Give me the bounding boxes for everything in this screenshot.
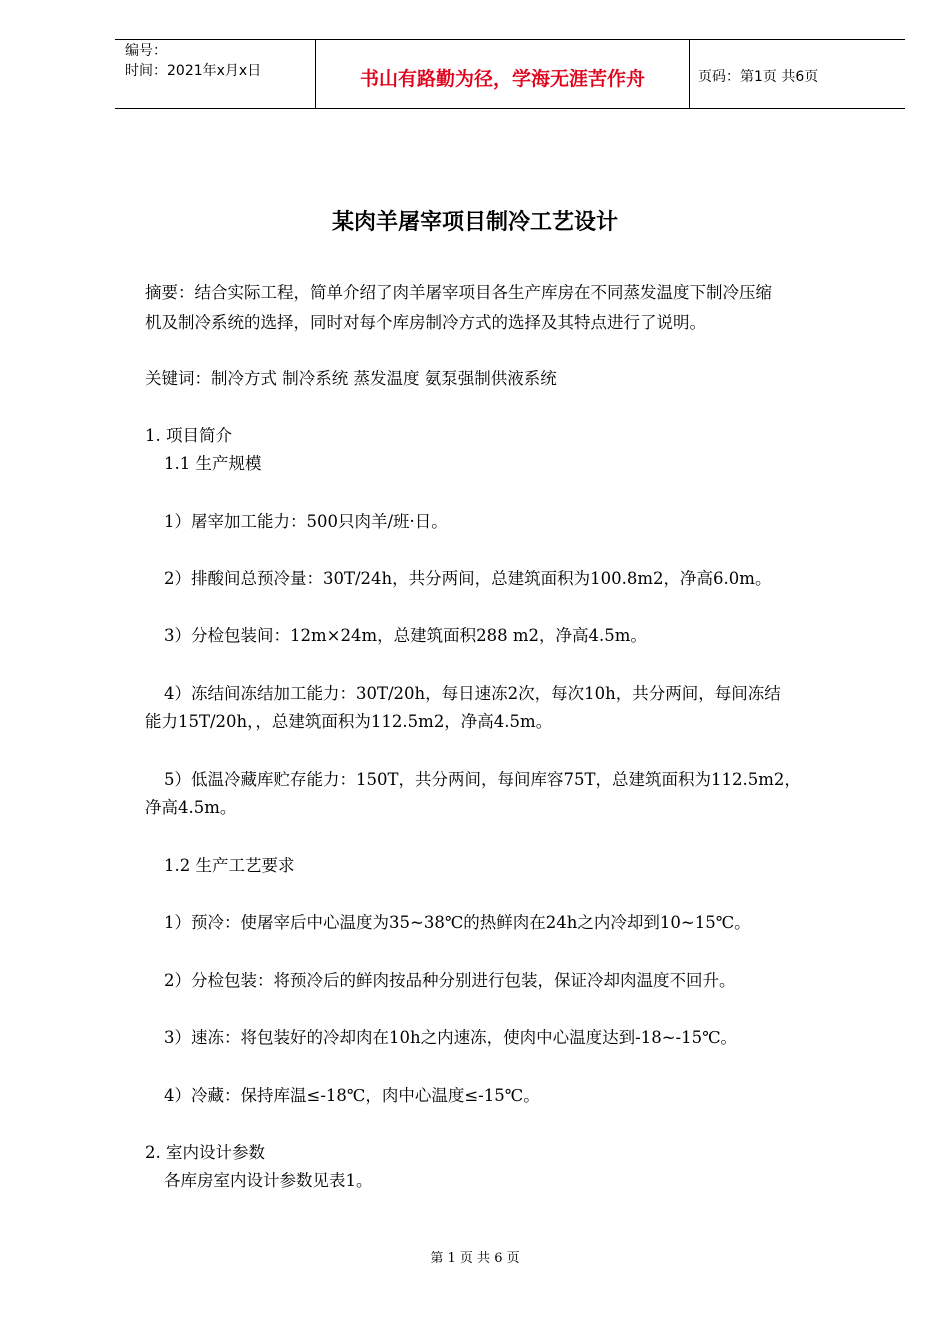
- document-time-label: 时间：2021年x月x日: [125, 63, 262, 79]
- page-header: [115, 39, 905, 109]
- process-item-3: 3）速冻：将包装好的冷却肉在10h之内速冻，使肉中心温度达到-18~-15℃。: [164, 1028, 738, 1047]
- scale-item-4: 4）冻结间冻结加工能力：30T/20h，每日速冻2次，每次10h，共分两间，每间冻结: [164, 684, 781, 703]
- header-page-cell: [690, 40, 905, 108]
- process-item-2: 2）分检包装：将预冷后的鲜肉按品种分别进行包装，保证冷却肉温度不回升。: [164, 971, 736, 990]
- scale-item-5: 5）低温冷藏库贮存能力：150T，共分两间，每间库容75T，总建筑面积为112.5m2，: [164, 770, 801, 789]
- subsection-1-1-heading: 1.1 生产规模: [164, 454, 262, 473]
- scale-item-3: 3）分检包装间：12m×24m，总建筑面积288 m2，净高4.5m。: [164, 626, 647, 645]
- header-motto-cell: [316, 40, 690, 108]
- header-meta-cell: [115, 40, 316, 108]
- section-2-text: 各库房室内设计参数见表1。: [164, 1171, 373, 1190]
- header-page-number: 页码：第1页 共6页: [698, 69, 819, 85]
- document-number-label: 编号：: [125, 43, 167, 59]
- scale-item-4-cont: 能力15T/20h，，总建筑面积为112.5m2，净高4.5m。: [145, 712, 553, 731]
- document-title: 某肉羊屠宰项目制冷工艺设计: [331, 210, 618, 235]
- scale-item-1: 1）屠宰加工能力：500只肉羊/班·日。: [164, 512, 448, 531]
- process-item-1: 1）预冷：使屠宰后中心温度为35~38℃的热鲜肉在24h之内冷却到10~15℃。: [164, 913, 751, 932]
- subsection-1-2-heading: 1.2 生产工艺要求: [164, 856, 295, 875]
- keywords: 关键词：制冷方式 制冷系统 蒸发温度 氨泵强制供液系统: [145, 369, 557, 388]
- scale-item-5-cont: 净高4.5m。: [145, 798, 237, 817]
- page-footer: 第 1 页 共 6 页: [430, 1251, 520, 1266]
- abstract-line-2: 机及制冷系统的选择，同时对每个库房制冷方式的选择及其特点进行了说明。: [145, 313, 706, 332]
- header-motto: 书山有路勤为径，学海无涯苦作舟: [359, 68, 645, 90]
- abstract-line-1: 摘要：结合实际工程，简单介绍了肉羊屠宰项目各生产库房在不同蒸发温度下制冷压缩: [145, 283, 772, 302]
- section-1-heading: 1. 项目简介: [145, 426, 232, 445]
- section-2-heading: 2. 室内设计参数: [145, 1143, 265, 1162]
- scale-item-2: 2）排酸间总预冷量：30T/24h，共分两间，总建筑面积为100.8m2，净高6.0m。: [164, 569, 772, 588]
- process-item-4: 4）冷藏：保持库温≤-18℃，肉中心温度≤-15℃。: [164, 1086, 540, 1105]
